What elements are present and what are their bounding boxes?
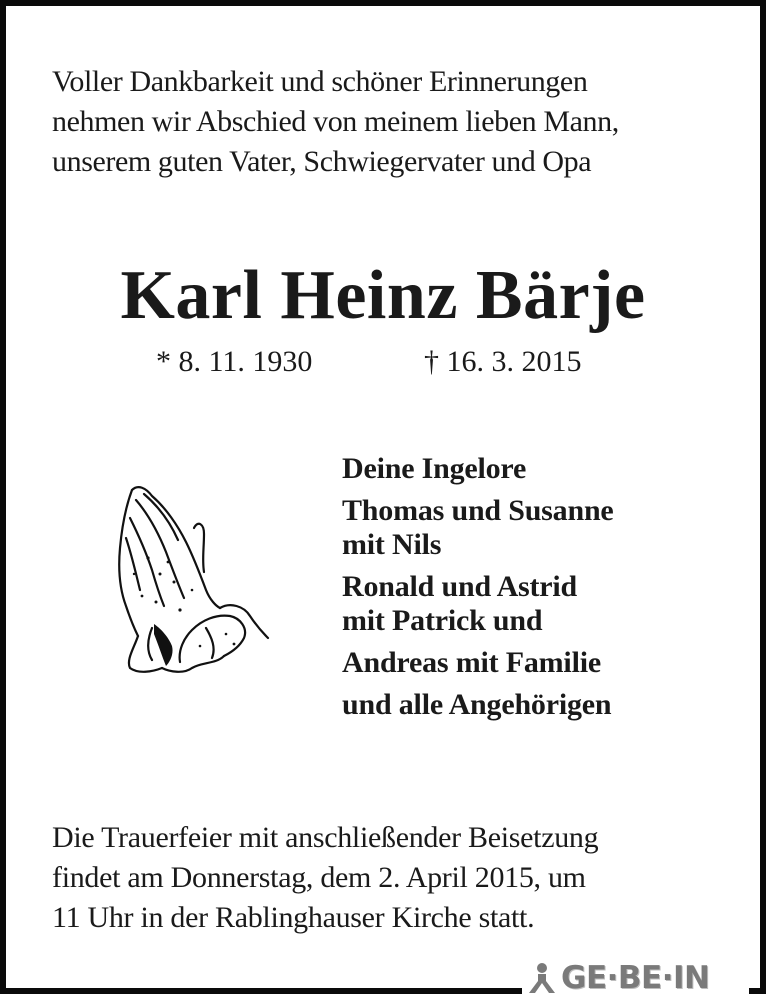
gebein-logo xyxy=(527,958,709,998)
family-line: Andreas mit Familie xyxy=(342,646,601,679)
life-dates xyxy=(0,342,766,382)
family-group xyxy=(342,688,742,722)
ceremony-line: Die Trauerfeier mit anschließender Beisetzung xyxy=(52,821,599,854)
intro-line: nehmen wir Abschied von meinem lieben Mann, xyxy=(52,105,619,138)
family-line: und alle Angehörigen xyxy=(342,688,612,721)
intro-text xyxy=(52,62,732,182)
ceremony-line: findet am Donnerstag, dem 2. April 2015, um xyxy=(52,861,586,894)
praying-hands-icon xyxy=(108,478,270,676)
family-group xyxy=(342,494,742,562)
family-list xyxy=(342,452,742,730)
gebein-logo-text: GE·BE·IN xyxy=(561,960,710,996)
death-date: † 16. 3. 2015 xyxy=(424,345,582,378)
intro-line: unserem guten Vater, Schwiegervater und Opa xyxy=(52,145,592,178)
family-group xyxy=(342,646,742,680)
family-line: Ronald und Astrid xyxy=(342,570,578,603)
ceremony-line: 11 Uhr in der Rablinghauser Kirche statt. xyxy=(52,901,535,934)
birth-date: * 8. 11. 1930 xyxy=(156,345,313,378)
family-line: Thomas und Susanne xyxy=(342,494,614,527)
family-line: mit Nils xyxy=(342,528,442,561)
intro-line: Voller Dankbarkeit und schöner Erinnerungen xyxy=(52,65,588,98)
ceremony-text xyxy=(52,818,732,938)
family-group xyxy=(342,570,742,638)
family-group xyxy=(342,452,742,486)
deceased-name: Karl Heinz Bärje xyxy=(120,257,646,334)
family-line: mit Patrick und xyxy=(342,604,543,637)
family-line: Deine Ingelore xyxy=(342,452,527,485)
gebein-logo-icon xyxy=(527,961,557,995)
